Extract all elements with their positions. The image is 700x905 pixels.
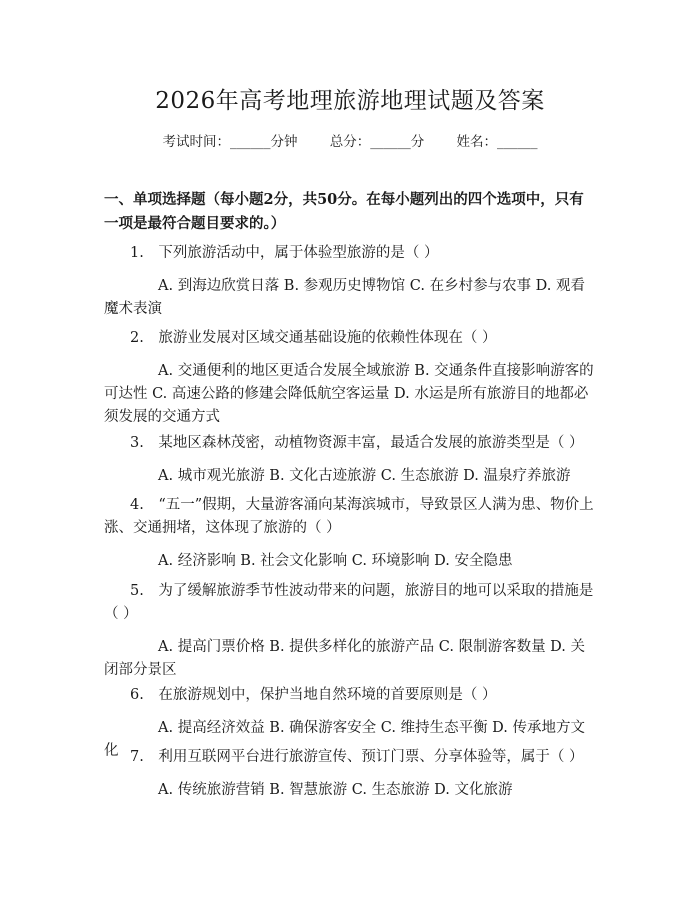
exam-score: 总分：______分 [329,134,425,150]
exam-meta [0,130,700,150]
question-options: A. 到海边欣赏日落 B. 参观历史博物馆 C. 在乡村参与农事 D. 观看魔术表演 [104,278,586,317]
question-stem: 6. 在旅游规划中，保护当地自然环境的首要原则是（ ） [130,687,497,703]
page-title: 2026年高考地理旅游地理试题及答案 [155,88,545,114]
question-7 [104,746,598,802]
question-stem: 3. 某地区森林茂密，动植物资源丰富，最适合发展的旅游类型是（ ） [130,435,584,451]
question-options: A. 交通便利的地区更适合发展全域旅游 B. 交通条件直接影响游客的可达性 C. 高速公路的修建会降低航空客运量 D. 水运是所有旅游目的地都必须发展的交通方式 [104,363,594,425]
question-options: A. 城市观光旅游 B. 文化古迹旅游 C. 生态旅游 D. 温泉疗养旅游 [158,468,571,484]
question-1 [104,242,598,321]
exam-name: 姓名：______ [456,134,538,150]
question-options: A. 提高门票价格 B. 提供多样化的旅游产品 C. 限制游客数量 D. 关闭部分景区 [104,639,586,678]
question-options: A. 经济影响 B. 社会文化影响 C. 环境影响 D. 安全隐患 [158,553,513,569]
question-stem: 4. “五一”假期，大量游客涌向某海滨城市，导致景区人满为患、物价上涨、交通拥堵，这体现了旅游的（ ） [104,497,594,536]
question-stem: 5. 为了缓解旅游季节性波动带来的问题，旅游目的地可以采取的措施是（ ） [104,583,594,622]
question-options: A. 传统旅游营销 B. 智慧旅游 C. 生态旅游 D. 文化旅游 [158,782,513,798]
section-heading: 一、单项选择题（每小题2分，共50分。在每小题列出的四个选项中，只有一项是最符合题目要求的。） [104,191,584,232]
exam-time: 考试时间：______分钟 [162,134,298,150]
question-2 [104,327,598,429]
question-3 [104,432,598,488]
question-options: A. 提高经济效益 B. 确保游客安全 C. 维持生态平衡 D. 传承地方文化 [104,720,586,759]
question-4 [104,494,598,573]
question-5 [104,580,598,682]
question-stem: 1. 下列旅游活动中，属于体验型旅游的是（ ） [130,245,439,261]
question-stem: 2. 旅游业发展对区域交通基础设施的依赖性体现在（ ） [130,330,497,346]
question-stem: 7. 利用互联网平台进行旅游宣传、预订门票、分享体验等，属于（ ） [130,749,584,765]
